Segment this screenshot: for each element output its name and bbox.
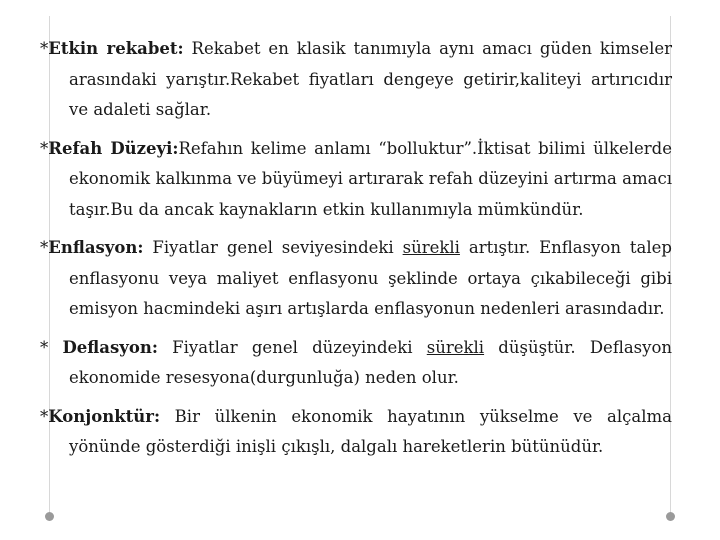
term-label: Konjonktür: [48, 406, 161, 426]
bullet-marker: * [40, 406, 49, 426]
definition-refah-duzeyi [40, 134, 672, 226]
definitions-list [40, 34, 672, 471]
bottom-left-dot [45, 512, 54, 521]
term-label: Etkin rekabet: [48, 39, 184, 58]
definition-text: Rekabet en klasik tanımıyla aynı amacı güden kimseler arasındaki yarıştır.Rekabet fiyatları dengeye getirir,kaliteyi artırıcıdır ve adaleti sağlar. [69, 39, 673, 119]
bullet-marker: * [40, 39, 49, 58]
definition-enflasyon [40, 233, 672, 325]
term-label: Enflasyon: [48, 238, 144, 257]
term-label: Refah Düzeyi: [48, 138, 179, 158]
underlined-word: sürekli [426, 337, 485, 357]
definition-text: Refahın kelime anlamı “bolluktur”.İktisat bilimi ülkelerde ekonomik kalkınma ve büyümeyi artırarak refah düzeyini artırma amacı taşır.Bu da ancak kaynakların etkin kullanımıyla mümkündür. [69, 138, 672, 219]
term-label: Deflasyon: [62, 337, 158, 357]
definition-deflasyon [40, 333, 672, 394]
definition-text-continued: düşüştür. Deflasyon ekonomide resesyona(durgunluğa) neden olur. [69, 337, 673, 387]
bullet-marker: * [40, 138, 49, 158]
definition-konjonktur [40, 402, 672, 463]
bullet-marker: * [40, 337, 63, 357]
definition-text-continued: artıştır. Enflasyon talep enflasyonu veya maliyet enflasyonu şeklinde ortaya çıkabileceği gibi emisyon hacmindeki aşırı artışlarda enflasyonun nedenleri arasındadır. [69, 238, 672, 318]
underlined-word: sürekli [402, 238, 460, 257]
definition-text: Fiyatlar genel düzeyindeki [157, 337, 427, 357]
definition-etkin-rekabet [40, 34, 672, 126]
bullet-marker: * [40, 238, 49, 257]
definition-text: Bir ülkenin ekonomik hayatının yükselme ve alçalma yönünde gösterdiği inişli çıkışlı, dalgalı hareketlerin bütünüdür. [69, 406, 672, 456]
bottom-right-dot [666, 512, 675, 521]
definition-text: Fiyatlar genel seviyesindeki [143, 238, 403, 257]
